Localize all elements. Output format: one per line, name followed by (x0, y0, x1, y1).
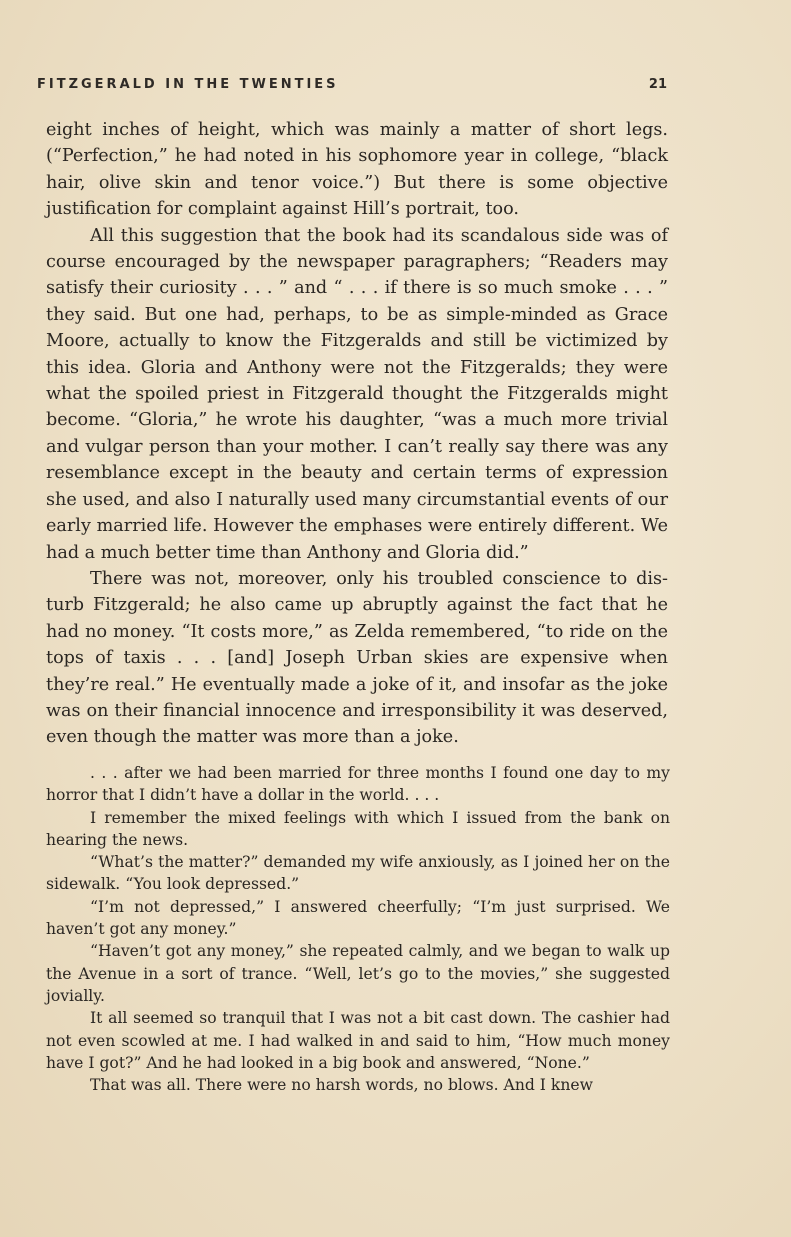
quote-paragraph: That was all. There were no harsh words, no blows. And I knew (90, 1076, 593, 1095)
running-head-title: FITZGERALD IN THE TWENTIES (37, 77, 339, 92)
body-paragraph: eight inches of height, which was mainly a matter of short legs. (“Perfection,” he had noted in his sophomore year in college, “black hair, olive skin and tenor voice.”) But there is some objective justification for complaint against Hill’s portrait, too. (46, 120, 668, 220)
page-number: 21 (648, 77, 667, 92)
quote-paragraph: “Haven’t got any money,” she repeated calmly, and we began to walk up the Avenue in a sort of trance. “Well, let’s go to the movies,” she suggested jovially. (46, 942, 670, 1005)
body-paragraph: All this suggestion that the book had its scandalous side was of course encouraged by the newspaper paragraphers; “Readers may satisfy their curiosity . . . ” and “ . . . if there is so much smoke . . . ” they said. But one had, perhaps, to be as simple-minded as Grace Moore, actually to know the Fitzgeralds and still be victimized by this idea. Gloria and Anthony were not the Fitzgeralds; they were what the spoiled priest in Fitzgerald thought the Fitzgeralds might become. “Gloria,” he wrote his daughter, “was a much more trivial and vulgar person than your mother. I can’t really say there was any resemblance except in the beauty and certain terms of expression she used, and also I naturally used many circumstantial events of our early married life. However the emphases were entirely different. We had a much better time than Anthony and Gloria did.” (46, 225, 668, 563)
running-head (37, 77, 667, 92)
quote-paragraph: . . . after we had been married for three months I found one day to my horror that I didn’t have a dollar in the world. . . . (46, 764, 670, 805)
quote-paragraph: “What’s the matter?” demanded my wife anxiously, as I joined her on the sidewalk. “You look depressed.” (46, 853, 670, 894)
body-paragraph: There was not, moreover, only his troubled conscience to disturb Fitzgerald; he also came up abruptly against the fact that he had no money. “It costs more,” as Zelda remembered, “to ride on the tops of taxis . . . [and] Joseph Urban skies are expensive when they’re real.” He eventually made a joke of it, and insofar as the joke was on their financial innocence and irresponsibility it was deserved, even though the matter was more than a joke. (46, 568, 668, 748)
quote-paragraph: I remember the mixed feelings with which I issued from the bank on hearing the news. (46, 808, 670, 849)
quote-paragraph: It all seemed so tranquil that I was not a bit cast down. The cashier had not even scowled at me. I had walked in and said to him, “How much money have I got?” And he had looked in a big book and answered, “None.” (46, 1009, 670, 1072)
quote-paragraph: “I’m not depressed,” I answered cheerfully; “I’m just surprised. We haven’t got any money.” (46, 897, 670, 939)
block-quote (46, 762, 670, 1096)
body-text (46, 117, 668, 751)
